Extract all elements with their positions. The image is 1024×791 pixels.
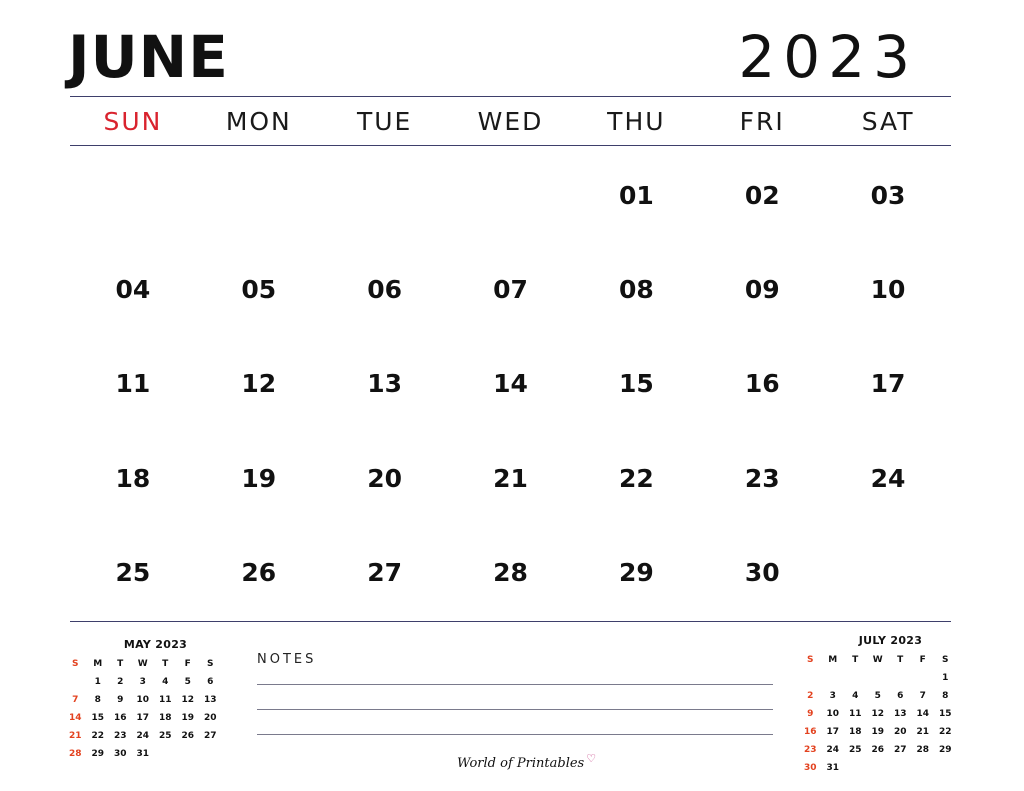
mini-empty-cell: [199, 745, 222, 763]
mini-weekday-label: S: [207, 659, 214, 669]
mini-weekday-label: W: [137, 659, 148, 669]
day-cell: 20: [367, 463, 403, 493]
mini-day-cell: 21: [916, 727, 930, 737]
day-cell: 25: [115, 558, 151, 588]
mini-day-cell: 15: [91, 713, 105, 723]
mini-day-cell: 23: [803, 745, 817, 755]
mini-calendar-title: JULY 2023: [858, 634, 923, 647]
mini-day-cell: 1: [94, 677, 101, 687]
day-cell: 15: [618, 369, 654, 399]
mini-day-cell: 23: [113, 731, 127, 741]
mini-calendar-grid: [64, 655, 219, 763]
mini-day-cell: 13: [893, 709, 907, 719]
mini-weekday-label: M: [828, 655, 838, 665]
note-line: [257, 734, 773, 735]
brand-text: World of Printables: [457, 756, 585, 771]
empty-day-cell: [196, 148, 322, 242]
day-cell: 03: [870, 180, 906, 210]
mini-day-cell: 6: [207, 677, 214, 687]
mini-weekday-label: T: [162, 659, 169, 669]
mini-day-cell: 11: [848, 709, 862, 719]
mini-day-cell: 15: [938, 709, 952, 719]
mini-empty-cell: [844, 759, 867, 777]
day-cell: 16: [744, 369, 780, 399]
mini-day-cell: 1: [942, 673, 949, 683]
mini-empty-cell: [64, 673, 87, 691]
weekday-sun: SUN: [103, 107, 163, 136]
mini-day-cell: 7: [72, 695, 79, 705]
day-cell: 22: [618, 463, 654, 493]
mini-day-cell: 14: [916, 709, 930, 719]
day-cell: 06: [367, 275, 403, 305]
mini-day-cell: 24: [826, 745, 840, 755]
month-day-grid: [70, 148, 951, 620]
year-title: 2023: [738, 23, 918, 91]
mini-day-cell: 9: [807, 709, 814, 719]
day-cell: 02: [744, 180, 780, 210]
mini-day-cell: 2: [117, 677, 124, 687]
heart-icon: ♡: [586, 752, 597, 765]
weekday-sat: SAT: [861, 107, 915, 136]
mini-weekday-label: F: [184, 659, 191, 669]
weekday-tue: TUE: [356, 107, 413, 136]
mini-weekday-label: S: [942, 655, 949, 665]
mini-day-cell: 13: [203, 695, 217, 705]
note-line: [257, 709, 773, 710]
day-cell: 19: [241, 463, 277, 493]
day-cell: 24: [870, 463, 906, 493]
weekday-thu: THU: [607, 107, 666, 136]
mini-day-cell: 18: [848, 727, 862, 737]
mini-day-cell: 20: [203, 713, 217, 723]
weekday-mon: MON: [225, 107, 292, 136]
mini-weekday-label: W: [872, 655, 883, 665]
mini-day-cell: 17: [826, 727, 840, 737]
day-cell: 21: [493, 463, 528, 493]
mini-day-cell: 8: [94, 695, 101, 705]
mini-day-cell: 17: [136, 713, 150, 723]
mini-day-cell: 31: [826, 763, 840, 773]
mini-day-cell: 3: [139, 677, 146, 687]
mini-day-cell: 19: [181, 713, 195, 723]
mini-weekday-label: T: [117, 659, 124, 669]
mini-day-cell: 31: [136, 749, 150, 759]
mini-day-cell: 4: [162, 677, 169, 687]
mini-day-cell: 21: [68, 731, 82, 741]
mini-day-cell: 12: [871, 709, 885, 719]
empty-day-cell: [448, 148, 574, 242]
day-cell: 07: [493, 275, 528, 305]
day-cell: 26: [241, 558, 277, 588]
day-cell: 30: [744, 558, 780, 588]
day-cell: 12: [241, 369, 277, 399]
mini-empty-cell: [912, 759, 935, 777]
note-line: [257, 684, 773, 685]
header-rule-top: [70, 96, 951, 97]
mini-day-cell: 28: [916, 745, 930, 755]
footer-rule: [70, 621, 951, 622]
mini-day-cell: 27: [203, 731, 217, 741]
mini-calendar-may: [64, 638, 219, 763]
mini-day-cell: 18: [158, 713, 172, 723]
mini-day-cell: 25: [848, 745, 862, 755]
empty-day-cell: [825, 526, 951, 620]
mini-calendar-grid: [799, 651, 954, 777]
mini-day-cell: 4: [852, 691, 859, 701]
mini-day-cell: 30: [803, 763, 817, 773]
mini-day-cell: 22: [91, 731, 105, 741]
day-cell: 28: [493, 558, 528, 588]
mini-day-cell: 16: [803, 727, 817, 737]
mini-weekday-label: T: [897, 655, 904, 665]
day-cell: 29: [618, 558, 654, 588]
mini-empty-cell: [912, 669, 935, 687]
day-cell: 14: [493, 369, 528, 399]
mini-weekday-label: F: [919, 655, 926, 665]
mini-day-cell: 22: [938, 727, 952, 737]
mini-weekday-label: S: [807, 655, 814, 665]
mini-weekday-label: M: [93, 659, 103, 669]
mini-empty-cell: [154, 745, 177, 763]
mini-day-cell: 29: [91, 749, 105, 759]
mini-calendar-july: [799, 634, 954, 777]
mini-empty-cell: [867, 669, 890, 687]
day-cell: 10: [870, 275, 906, 305]
day-cell: 04: [115, 275, 151, 305]
mini-day-cell: 7: [919, 691, 926, 701]
brand-logo: [457, 752, 597, 771]
weekday-header-row: [70, 100, 951, 144]
mini-day-cell: 25: [158, 731, 172, 741]
mini-empty-cell: [822, 669, 845, 687]
mini-day-cell: 2: [807, 691, 814, 701]
mini-day-cell: 26: [871, 745, 885, 755]
mini-day-cell: 24: [136, 731, 150, 741]
mini-day-cell: 11: [158, 695, 172, 705]
mini-day-cell: 6: [897, 691, 904, 701]
mini-empty-cell: [177, 745, 200, 763]
empty-day-cell: [322, 148, 448, 242]
empty-day-cell: [70, 148, 196, 242]
day-cell: 08: [618, 275, 654, 305]
weekday-fri: FRI: [739, 107, 785, 136]
day-cell: 23: [744, 463, 780, 493]
mini-day-cell: 27: [893, 745, 907, 755]
mini-day-cell: 28: [68, 749, 82, 759]
mini-empty-cell: [889, 759, 912, 777]
mini-day-cell: 12: [181, 695, 195, 705]
mini-day-cell: 19: [871, 727, 885, 737]
mini-day-cell: 5: [184, 677, 191, 687]
mini-day-cell: 14: [68, 713, 82, 723]
day-cell: 27: [367, 558, 403, 588]
notes-label: NOTES: [257, 652, 317, 667]
day-cell: 17: [870, 369, 906, 399]
mini-day-cell: 29: [938, 745, 952, 755]
mini-empty-cell: [844, 669, 867, 687]
month-title: JUNE: [68, 23, 229, 91]
mini-empty-cell: [799, 669, 822, 687]
mini-day-cell: 30: [113, 749, 127, 759]
day-cell: 13: [367, 369, 403, 399]
mini-empty-cell: [867, 759, 890, 777]
mini-day-cell: 3: [829, 691, 836, 701]
day-cell: 09: [744, 275, 780, 305]
mini-weekday-label: S: [72, 659, 79, 669]
mini-empty-cell: [934, 759, 957, 777]
day-cell: 18: [115, 463, 151, 493]
mini-day-cell: 20: [893, 727, 907, 737]
header-rule-bottom: [70, 145, 951, 146]
mini-day-cell: 16: [113, 713, 127, 723]
mini-day-cell: 9: [117, 695, 124, 705]
mini-day-cell: 10: [136, 695, 150, 705]
mini-day-cell: 10: [826, 709, 840, 719]
day-cell: 05: [241, 275, 277, 305]
mini-empty-cell: [889, 669, 912, 687]
mini-day-cell: 5: [874, 691, 881, 701]
mini-day-cell: 8: [942, 691, 949, 701]
weekday-wed: WED: [477, 107, 544, 136]
mini-day-cell: 26: [181, 731, 195, 741]
day-cell: 01: [618, 180, 654, 210]
day-cell: 11: [115, 369, 151, 399]
mini-weekday-label: T: [852, 655, 859, 665]
mini-calendar-title: MAY 2023: [123, 638, 188, 651]
